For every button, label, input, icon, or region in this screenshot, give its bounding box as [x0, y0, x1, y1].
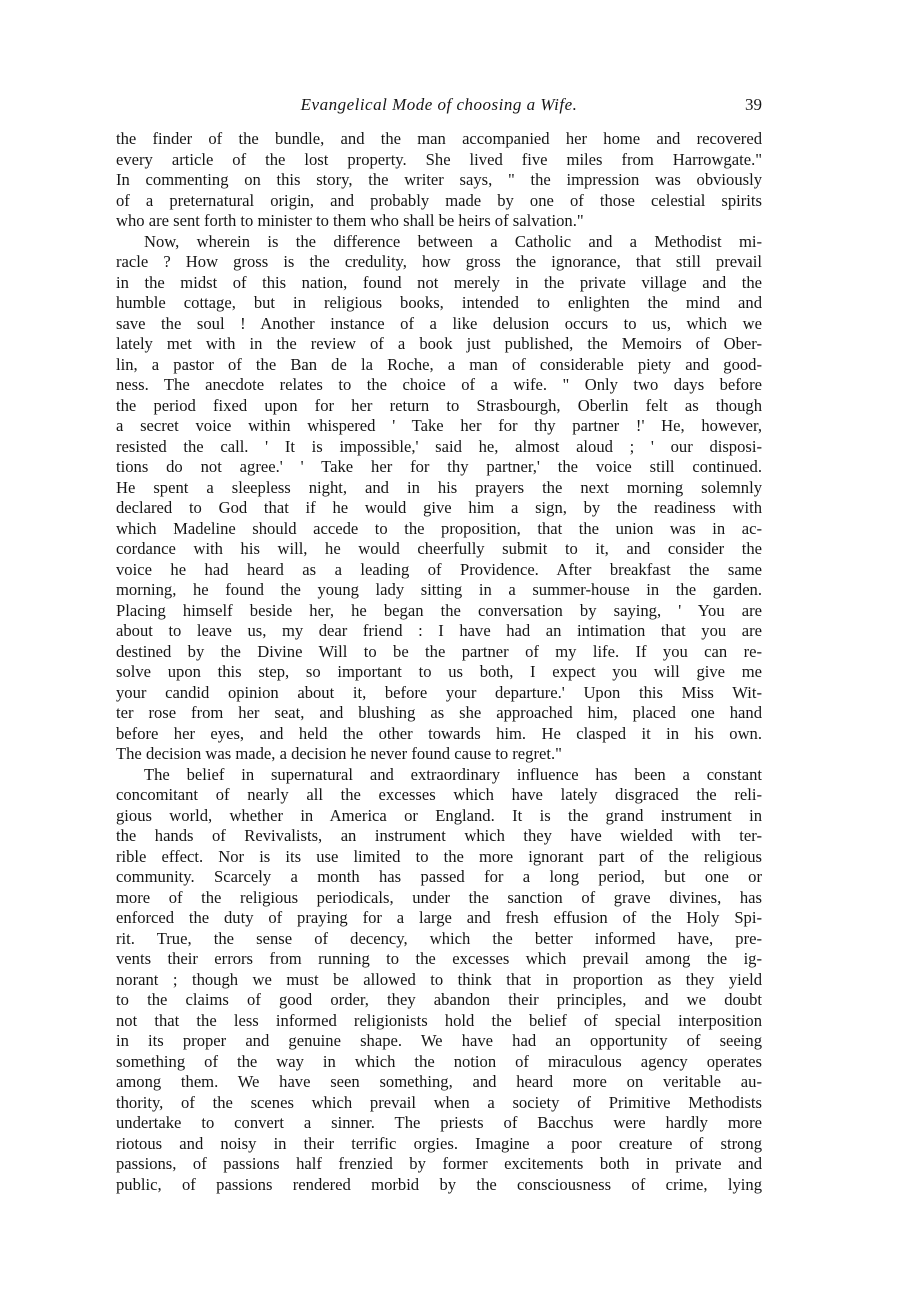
text-line: He spent a sleepless night, and in his prayers the next morning solemnly: [116, 477, 762, 497]
text-line: In commenting on this story, the writer says, " the impression was obviously: [116, 170, 762, 189]
text-line: the period fixed upon for her return to Strasbourgh, Oberlin felt as though: [116, 395, 762, 415]
text-line: to the claims of good order, they abandon their principles, and we doubt: [116, 990, 762, 1009]
text-line: humble cottage, but in religious books, intended to enlighten the mind and: [116, 293, 762, 312]
text-line: voice he had heard as a leading of Providence. After breakfast the same: [116, 559, 762, 579]
body-text: [116, 129, 762, 1195]
text-line: rit. True, the sense of decency, which the better informed have, pre-: [116, 928, 762, 948]
text-line: vents their errors from running to the excesses which prevail among the ig-: [116, 949, 762, 968]
text-line: a secret voice within whispered ' Take her for thy partner !' He, however,: [116, 416, 762, 435]
text-line: ter rose from her seat, and blushing as she approached him, placed one hand: [116, 703, 762, 722]
book-page: [116, 95, 762, 1195]
text-line: enforced the duty of praying for a large and fresh effusion of the Holy Spi-: [116, 908, 762, 927]
running-head: [116, 95, 762, 125]
text-line: thority, of the scenes which prevail when a society of Primitive Methodists: [116, 1092, 762, 1112]
text-line: lately met with in the review of a book just published, the Memoirs of Ober-: [116, 334, 762, 353]
text-line: in its proper and genuine shape. We have had an opportunity of seeing: [116, 1031, 762, 1050]
text-line: lin, a pastor of the Ban de la Roche, a man of considerable piety and good-: [116, 354, 762, 374]
text-line: declared to God that if he would give him a sign, by the readiness with: [116, 498, 762, 517]
text-line: public, of passions rendered morbid by the consciousness of crime, lying: [116, 1174, 762, 1194]
text-line: about to leave us, my dear friend : I have had an intimation that you are: [116, 621, 762, 640]
text-line: resisted the call. ' It is impossible,' said he, almost aloud ; ' our disposi-: [116, 436, 762, 456]
text-line: your candid opinion about it, before your departure.' Upon this Miss Wit-: [116, 682, 762, 702]
text-line: solve upon this step, so important to us both, I expect you will give me: [116, 662, 762, 681]
text-line: more of the religious periodicals, under the sanction of grave divines, has: [116, 887, 762, 907]
text-line: save the soul ! Another instance of a like delusion occurs to us, which we: [116, 313, 762, 333]
text-line: community. Scarcely a month has passed for a long period, but one or: [116, 867, 762, 886]
text-line: The belief in supernatural and extraordinary influence has been a constant: [144, 764, 762, 784]
text-line: tions do not agree.' ' Take her for thy partner,' the voice still continued.: [116, 457, 762, 476]
text-line: ness. The anecdote relates to the choice of a wife. " Only two days before: [116, 375, 762, 394]
text-line: The decision was made, a decision he never found cause to regret.": [116, 744, 562, 763]
text-line: morning, he found the young lady sitting in a summer-house in the garden.: [116, 580, 762, 599]
text-line: Placing himself beside her, he began the conversation by saying, ' You are: [116, 600, 762, 620]
page-number: 39: [745, 95, 762, 114]
text-line: concomitant of nearly all the excesses which have lately disgraced the reli-: [116, 785, 762, 804]
text-line: norant ; though we must be allowed to think that in proportion as they yield: [116, 969, 762, 989]
text-line: every article of the lost property. She lived five miles from Harrowgate.": [116, 149, 762, 169]
text-line: before her eyes, and held the other towards him. He clasped it in his own.: [116, 723, 762, 743]
text-line: passions, of passions half frenzied by former excitements both in private and: [116, 1154, 762, 1173]
text-line: riotous and noisy in their terrific orgies. Imagine a poor creature of strong: [116, 1133, 762, 1153]
text-line: which Madeline should accede to the proposition, that the union was in ac-: [116, 518, 762, 538]
text-line: racle ? How gross is the credulity, how gross the ignorance, that still prevail: [116, 252, 762, 271]
text-line: undertake to convert a sinner. The priests of Bacchus were hardly more: [116, 1113, 762, 1132]
text-line: something of the way in which the notion of miraculous agency operates: [116, 1051, 762, 1071]
text-line: destined by the Divine Will to be the partner of my life. If you can re-: [116, 641, 762, 661]
text-line: who are sent forth to minister to them who shall be heirs of salvation.": [116, 211, 584, 230]
text-line: not that the less informed religionists hold the belief of special interposition: [116, 1010, 762, 1030]
text-line: cordance with his will, he would cheerfully submit to it, and consider the: [116, 539, 762, 558]
text-line: Now, wherein is the difference between a Catholic and a Methodist mi-: [144, 231, 762, 251]
text-line: the finder of the bundle, and the man accompanied her home and recovered: [116, 129, 762, 148]
text-line: the hands of Revivalists, an instrument which they have wielded with ter-: [116, 826, 762, 845]
running-title: Evangelical Mode of choosing a Wife.: [300, 95, 578, 114]
text-line: among them. We have seen something, and heard more on veritable au-: [116, 1072, 762, 1091]
text-line: rible effect. Nor is its use limited to the more ignorant part of the religious: [116, 846, 762, 866]
text-line: in the midst of this nation, found not merely in the private village and the: [116, 272, 762, 292]
text-line: of a preternatural origin, and probably made by one of those celestial spirits: [116, 190, 762, 210]
text-line: gious world, whether in America or England. It is the grand instrument in: [116, 805, 762, 825]
